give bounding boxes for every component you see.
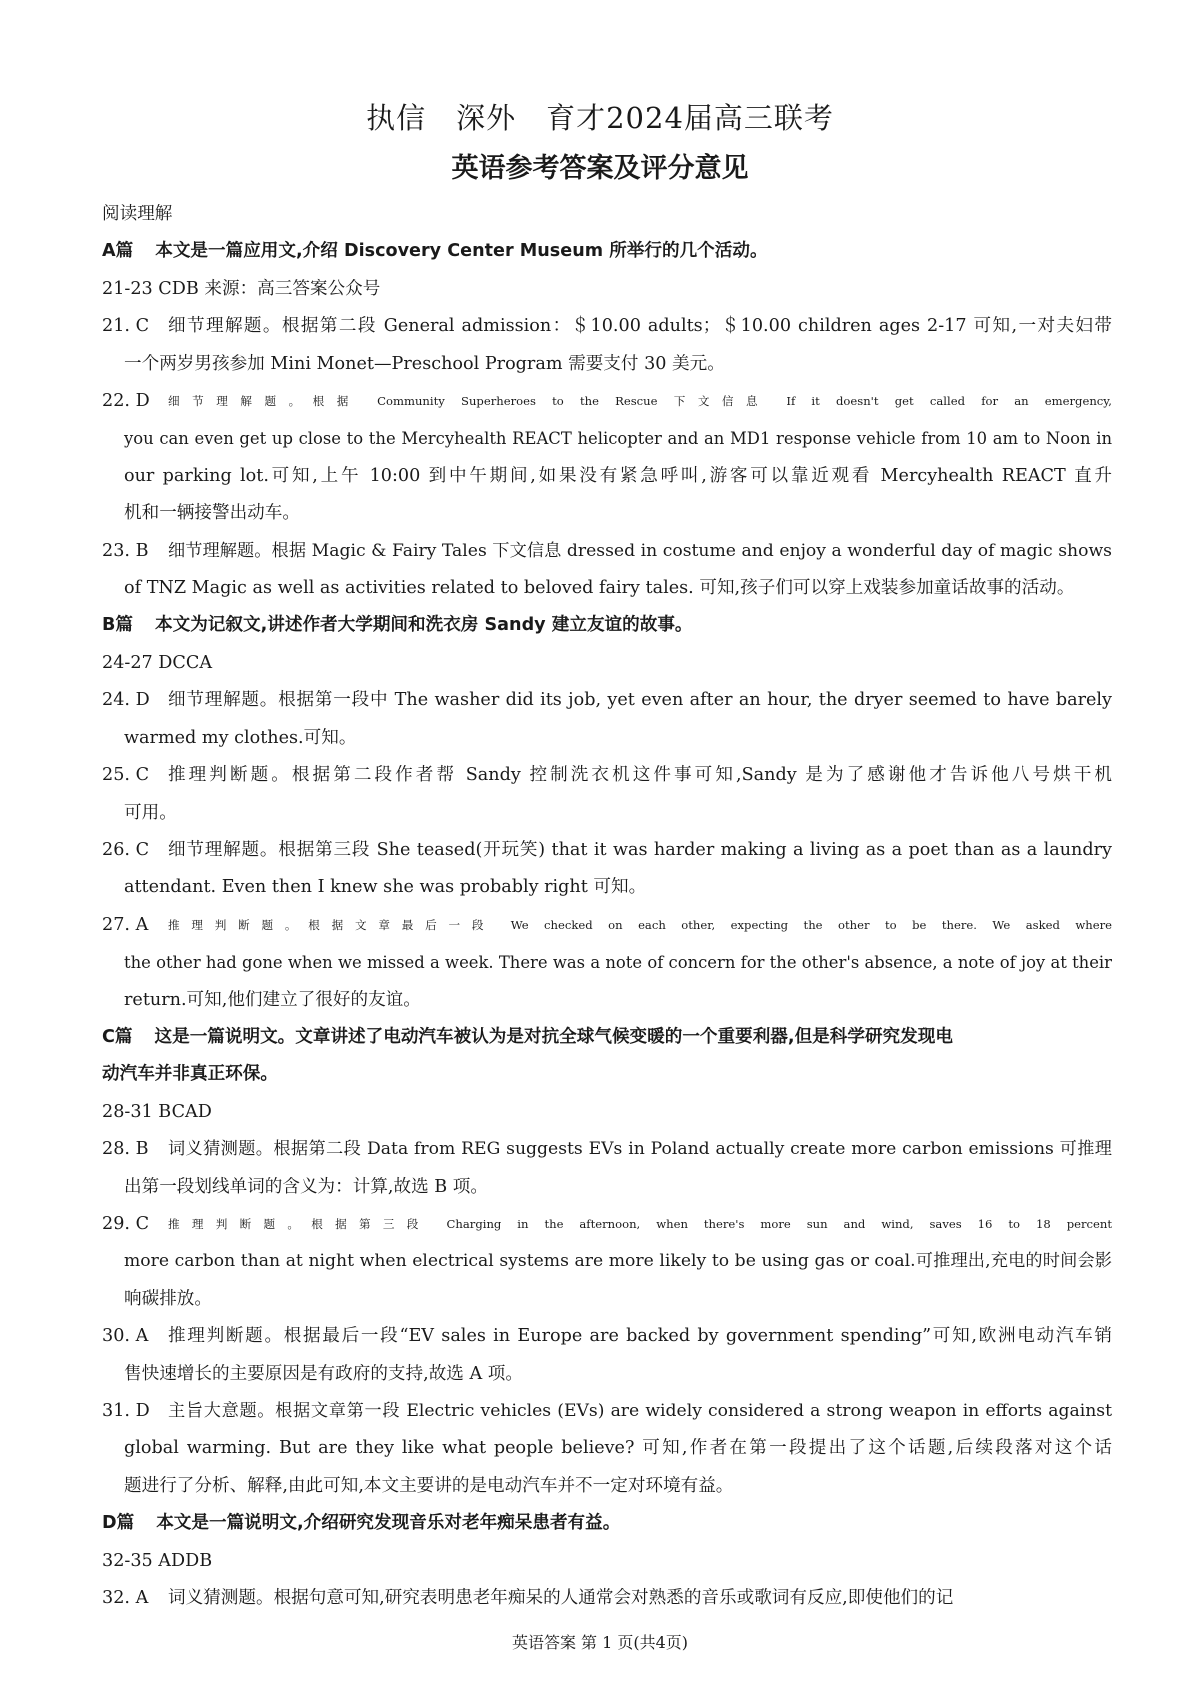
page-title: 执信 深外 育才2024届高三联考: [366, 101, 834, 135]
passage-heading: [102, 1019, 1112, 1094]
page-subtitle: 英语参考答案及评分意见: [451, 153, 749, 184]
explanation-line: 推理判断题。根据第二段作者帮 Sandy 控制洗衣机这件事可知,Sandy 是为了感谢他才告诉他八号烘干机: [168, 765, 1112, 786]
explanation-line: warmed my clothes.可知。: [124, 727, 357, 748]
passage-summary-line: [102, 1019, 1112, 1056]
passage-heading: [102, 607, 1112, 644]
explanation-line: 出第一段划线单词的含义为：计算,故选 B 项。: [124, 1176, 488, 1197]
explanation-line: of TNZ Magic as well as activities related to beloved fairy tales. 可知,孩子们可以穿上戏装参加童话故事的活动。: [124, 578, 1075, 599]
passage-label: B篇: [102, 615, 134, 636]
question-number: 28. B: [102, 1139, 149, 1160]
question-number: 30. A: [102, 1326, 149, 1347]
passage-label: C篇: [102, 1026, 133, 1047]
answer-key-line: 24-27 DCCA: [102, 652, 213, 673]
explanation-line: 细节理解题。根据第一段中 The washer did its job, yet even after an hour, the dryer seemed to have barely: [168, 690, 1112, 711]
answer-item: [102, 383, 1112, 533]
explanation-line: 可用。: [124, 802, 177, 823]
question-number: 32. A: [102, 1588, 149, 1609]
explanation-line: 售快速增长的主要原因是有政府的支持,故选 A 项。: [124, 1363, 523, 1384]
explanation-line: global warming. But are they like what people believe? 可知,作者在第一段提出了这个话题,后续段落对这个话: [124, 1438, 1112, 1459]
passage-summary: 这是一篇说明文。文章讲述了电动汽车被认为是对抗全球气候变暖的一个重要利器,但是科学研究发现电: [154, 1026, 953, 1047]
answer-item: [102, 1206, 1112, 1318]
answer-item: [102, 1131, 1112, 1206]
explanation-line: attendant. Even then I knew she was probably right 可知。: [124, 877, 647, 898]
question-number: 22. D: [102, 391, 150, 412]
passage-heading: [102, 233, 1112, 270]
page-footer: 英语答案 第 1 页(共4页): [511, 1633, 689, 1652]
question-number: 21. C: [102, 316, 150, 337]
answer-item: [102, 308, 1112, 383]
answer-content: [102, 196, 1112, 1617]
explanation-line: 主旨大意题。根据文章第一段 Electric vehicles (EVs) are widely considered a strong weapon in efforts against: [168, 1401, 1112, 1421]
answer-item: [102, 757, 1112, 832]
passage-summary: 本文是一篇应用文,介绍 Discovery Center Museum 所举行的几个活动。: [155, 241, 768, 262]
question-number: 26. C: [102, 839, 150, 860]
explanation-line: 词义猜测题。根据句意可知,研究表明患老年痴呆的人通常会对熟悉的音乐或歌词有反应,即使他们的记: [168, 1588, 954, 1609]
explanation-line: our parking lot.可知,上午 10:00 到中午期间,如果没有紧急呼叫,游客可以靠近观看 Mercyhealth REACT 直升: [124, 465, 1112, 486]
explanation-line: 响碳排放。: [124, 1288, 212, 1309]
question-number: 27. A: [102, 914, 149, 935]
answer-item: [102, 533, 1112, 608]
passage-label: A篇: [102, 241, 134, 262]
explanation-line: 细节理解题。根据 Community Superheroes to the Rescue 下文信息 If it doesn't get called for an emergency,: [168, 394, 1112, 409]
passage-label: D篇: [102, 1513, 135, 1534]
passage-summary-line: [102, 1056, 1112, 1093]
answer-item: [102, 907, 1112, 1019]
explanation-line: return.可知,他们建立了很好的友谊。: [124, 989, 421, 1010]
explanation-line: 细节理解题。根据第三段 She teased(开玩笑) that it was harder making a living as a poet than as a laundry: [168, 839, 1112, 860]
passage-heading: [102, 1505, 1112, 1542]
question-number: 23. B: [102, 540, 149, 561]
explanation-line: you can even get up close to the Mercyhealth REACT helicopter and an MD1 response vehicle from 10 am to Noon in: [124, 429, 1112, 449]
answer-key-line: 28-31 BCAD: [102, 1101, 212, 1122]
answer-item: [102, 832, 1112, 907]
explanation-line: 推理判断题。根据第三段 Charging in the afternoon, when there's more sun and wind, saves 16 to 18 percent: [168, 1216, 1112, 1231]
passage-summary: 本文为记叙文,讲述作者大学期间和洗衣房 Sandy 建立友谊的故事。: [155, 615, 693, 636]
explanation-line: more carbon than at night when electrical systems are more likely to be using gas or coal.可推理出,充电的时间会影: [124, 1251, 1112, 1272]
answer-item: [102, 682, 1112, 757]
answer-item: [102, 1580, 1112, 1617]
explanation-line: the other had gone when we missed a week. There was a note of concern for the other's absence, a note of joy at their: [124, 953, 1112, 973]
question-number: 25. C: [102, 765, 150, 786]
question-number: 24. D: [102, 690, 150, 711]
answer-item: [102, 1393, 1112, 1505]
answer-key-line: 32-35 ADDB: [102, 1550, 213, 1571]
explanation-line: 细节理解题。根据 Magic & Fairy Tales 下文信息 dressed in costume and enjoy a wonderful day of magic shows: [168, 540, 1112, 561]
explanation-line: 推理判断题。根据最后一段“EV sales in Europe are backed by government spending”可知,欧洲电动汽车销: [168, 1326, 1112, 1347]
answer-key-line: 21-23 CDB 来源：高三答案公众号: [102, 278, 381, 299]
section-heading: 阅读理解: [102, 204, 173, 224]
question-number: 31. D: [102, 1401, 150, 1421]
answer-explanation: [168, 1580, 1112, 1617]
passage-summary: 本文是一篇说明文,介绍研究发现音乐对老年痴呆患者有益。: [156, 1513, 621, 1534]
explanation-line: 题进行了分析、解释,由此可知,本文主要讲的是电动汽车并不一定对环境有益。: [124, 1475, 734, 1496]
passage-summary: 动汽车并非真正环保。: [102, 1064, 278, 1085]
explanation-line: 机和一辆接警出动车。: [124, 503, 300, 524]
explanation-line: 推理判断题。根据文章最后一段 We checked on each other, expecting the other to be there. We asked where: [168, 917, 1112, 932]
explanation-line: 细节理解题。根据第二段 General admission：＄10.00 adults；＄10.00 children ages 2-17 可知,一对夫妇带: [168, 316, 1112, 337]
question-number: 29. C: [102, 1213, 150, 1234]
answer-item: [102, 1318, 1112, 1393]
explanation-line: 词义猜测题。根据第二段 Data from REG suggests EVs in Poland actually create more carbon emissions 可推理: [168, 1139, 1112, 1160]
explanation-line: 一个两岁男孩参加 Mini Monet—Preschool Program 需要支付 30 美元。: [124, 353, 725, 374]
